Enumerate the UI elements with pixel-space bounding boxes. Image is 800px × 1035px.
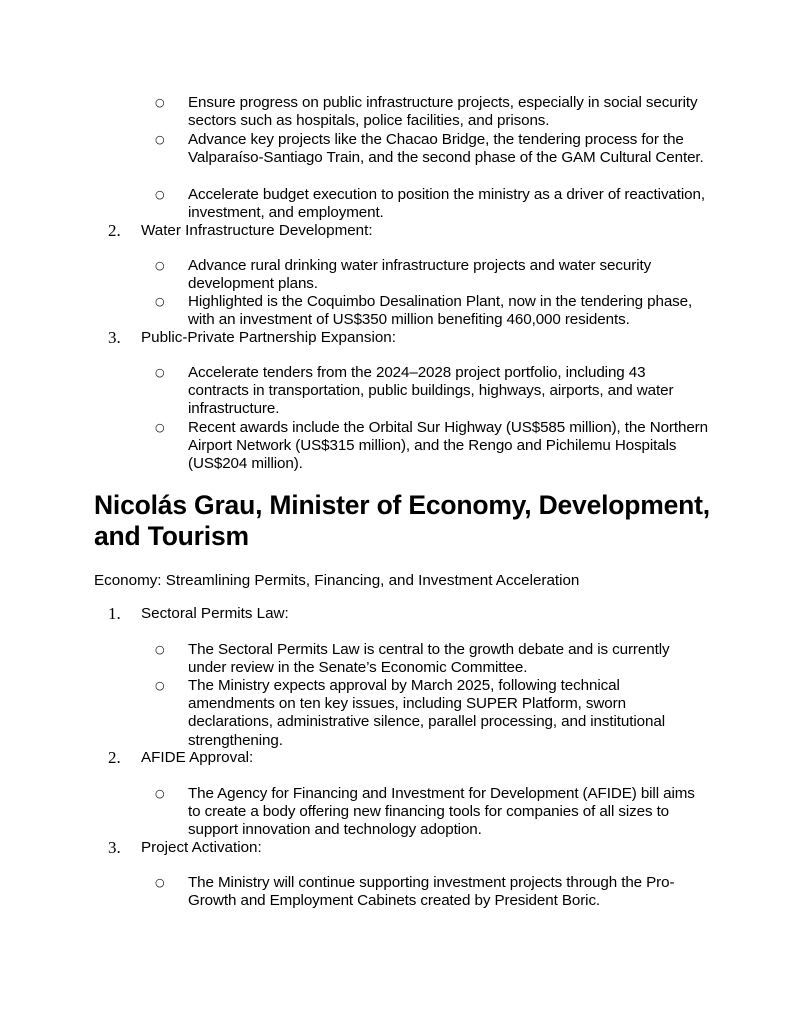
- list-item-heading: Water Infrastructure Development:: [141, 222, 373, 239]
- hollow-circle-bullet-icon: ○: [155, 133, 165, 146]
- hollow-circle-bullet-icon: ○: [155, 366, 165, 379]
- bullet-text: Accelerate tenders from the 2024–2028 project portfolio, including 43 contracts in transportation, public buildings, highways, airports, and water infrastructure.: [188, 364, 674, 418]
- hollow-circle-bullet-icon: ○: [155, 295, 165, 308]
- hollow-circle-bullet-icon: ○: [155, 96, 165, 109]
- list-item-heading: Public-Private Partnership Expansion:: [141, 329, 396, 346]
- bullet-text: Highlighted is the Coquimbo Desalination Plant, now in the tendering phase, with an investment of US$350 million benefiting 460,000 residents.: [188, 293, 693, 329]
- hollow-circle-bullet-icon: ○: [155, 643, 165, 656]
- bullet-text: Recent awards include the Orbital Sur Highway (US$585 million), the Northern Airport Network (US$315 million), and the Rengo and Pichilemu Hospitals (US$204 million).: [188, 419, 708, 473]
- list-number: 2.: [108, 221, 121, 240]
- bullet-text: Accelerate budget execution to position the ministry as a driver of reactivation, investment, and employment.: [188, 186, 705, 222]
- list-number: 2.: [108, 748, 121, 767]
- hollow-circle-bullet-icon: ○: [155, 679, 165, 692]
- list-item-heading: Project Activation:: [141, 839, 262, 856]
- bullet-text: The Agency for Financing and Investment for Development (AFIDE) bill aims to create a body offering new financing tools for companies of all sizes to support innovation and technology adoption.: [188, 785, 695, 839]
- section-heading: Nicolás Grau, Minister of Economy, Development, and Tourism: [94, 490, 710, 551]
- bullet-text: Ensure progress on public infrastructure projects, especially in social security sectors such as hospitals, police facilities, and prisons.: [188, 94, 698, 130]
- list-number: 3.: [108, 838, 121, 857]
- list-number: 3.: [108, 328, 121, 347]
- list-item-heading: AFIDE Approval:: [141, 749, 254, 766]
- bullet-text: Advance rural drinking water infrastructure projects and water security development plans.: [188, 257, 652, 293]
- section-subtitle: Economy: Streamlining Permits, Financing, and Investment Acceleration: [94, 572, 580, 589]
- bullet-text: Advance key projects like the Chacao Bridge, the tendering process for the Valparaíso-Santiago Train, and the second phase of the GAM Cultural Center.: [188, 131, 704, 167]
- bullet-text: The Ministry expects approval by March 2025, following technical amendments on ten key issues, including SUPER Platform, sworn declarations, administrative silence, parallel processing, and institutional strengthening.: [188, 677, 665, 749]
- bullet-text: The Sectoral Permits Law is central to the growth debate and is currently under review in the Senate’s Economic Committee.: [188, 641, 670, 677]
- hollow-circle-bullet-icon: ○: [155, 876, 165, 889]
- list-number: 1.: [108, 604, 121, 623]
- hollow-circle-bullet-icon: ○: [155, 787, 165, 800]
- hollow-circle-bullet-icon: ○: [155, 259, 165, 272]
- bullet-text: The Ministry will continue supporting investment projects through the Pro-Growth and Employment Cabinets created by President Boric.: [188, 874, 675, 910]
- list-item-heading: Sectoral Permits Law:: [141, 605, 289, 622]
- hollow-circle-bullet-icon: ○: [155, 421, 165, 434]
- hollow-circle-bullet-icon: ○: [155, 188, 165, 201]
